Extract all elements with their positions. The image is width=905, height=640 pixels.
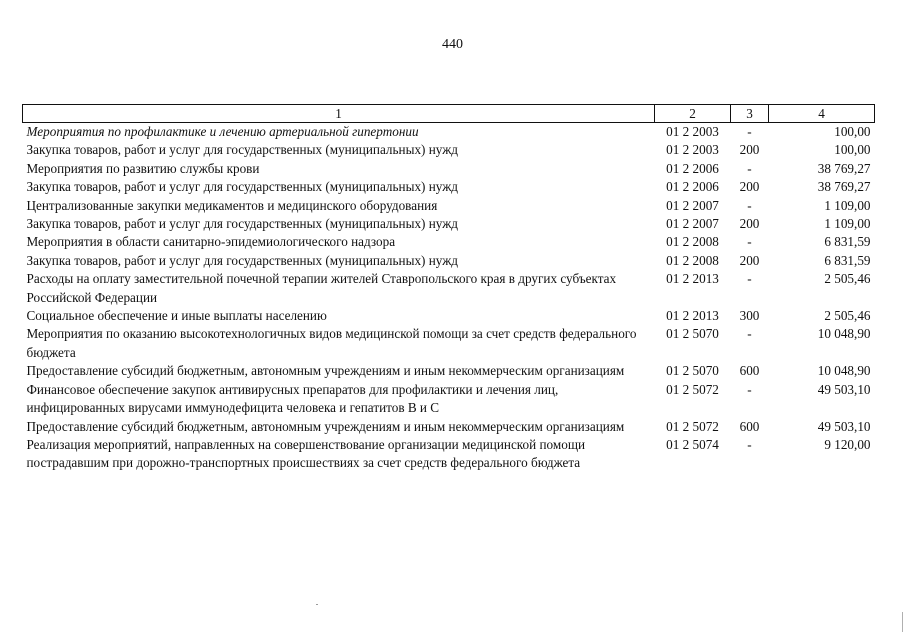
row-type: 200 (739, 142, 760, 158)
row-amount: 1 109,00 (824, 216, 871, 232)
table-row (23, 307, 875, 325)
row-type: 300 (739, 308, 760, 324)
row-amount: 100,00 (834, 142, 871, 158)
row-code: 01 2 2007 (666, 197, 719, 213)
row-name: Закупка товаров, работ и услуг для государственных (муниципальных) нужд (26, 179, 459, 195)
table-header (23, 105, 875, 123)
row-type: - (747, 436, 752, 452)
page-number: 440 (442, 37, 463, 52)
row-name: Предоставление субсидий бюджетным, автономным учреждениям и иным некоммерческим организациям (26, 363, 625, 379)
row-type: - (747, 160, 752, 176)
row-amount: 2 505,46 (824, 308, 871, 324)
row-code: 01 2 2013 (666, 271, 719, 287)
scan-speck (316, 604, 318, 605)
row-type: 200 (739, 216, 760, 232)
row-name: Финансовое обеспечение закупок антивирусных препаратов для профилактики и лечения лиц, инфицированных вирусами иммунодефицита человека и гепатитов В и С (26, 381, 559, 416)
header-col-type: 3 (731, 105, 769, 123)
row-amount: 1 109,00 (824, 197, 871, 213)
row-type: - (747, 326, 752, 342)
row-name: Мероприятия по профилактике и лечению артериальной гипертонии (26, 124, 419, 139)
row-code: 01 2 2008 (666, 252, 719, 268)
row-code: 01 2 5072 (666, 381, 719, 397)
header-row (23, 105, 875, 123)
table-row (23, 270, 875, 307)
row-type: 600 (739, 418, 760, 434)
row-code: 01 2 2003 (666, 142, 719, 158)
header-col-code: 2 (655, 105, 731, 123)
row-code: 01 2 2006 (666, 160, 719, 176)
row-name: Мероприятия по развитию службы крови (26, 160, 260, 176)
row-name: Мероприятия по оказанию высокотехнологичных видов медицинской помощи за счет средств федерального бюджета (26, 326, 637, 360)
row-name: Закупка товаров, работ и услуг для государственных (муниципальных) нужд (26, 252, 459, 268)
row-amount: 6 831,59 (824, 252, 871, 268)
row-type: 200 (739, 252, 760, 268)
row-amount: 10 048,90 (817, 363, 871, 379)
row-type: - (747, 124, 752, 139)
row-code: 01 2 5070 (666, 326, 719, 342)
row-name: Закупка товаров, работ и услуг для государственных (муниципальных) нужд (26, 216, 459, 232)
table-row (23, 381, 875, 418)
row-type: 200 (739, 179, 760, 195)
row-name: Расходы на оплату заместительной почечной терапии жителей Ставропольского края в других субъектах Российской Федерации (26, 271, 617, 305)
row-amount: 49 503,10 (817, 381, 871, 397)
row-code: 01 2 5070 (666, 363, 719, 379)
table-row (23, 197, 875, 215)
row-code: 01 2 2006 (666, 179, 719, 195)
row-name: Закупка товаров, работ и услуг для государственных (муниципальных) нужд (26, 142, 459, 158)
table-body (23, 123, 875, 473)
row-name: Социальное обеспечение и иные выплаты населению (26, 308, 327, 324)
row-name: Предоставление субсидий бюджетным, автономным учреждениям и иным некоммерческим организациям (26, 418, 625, 434)
row-code: 01 2 2007 (666, 216, 719, 232)
table-row (23, 252, 875, 270)
row-name: Централизованные закупки медикаментов и медицинского оборудования (26, 197, 438, 213)
scan-edge-mark (902, 612, 903, 632)
row-type: - (747, 197, 752, 213)
row-amount: 9 120,00 (824, 436, 871, 452)
row-name: Мероприятия в области санитарно-эпидемиологического надзора (26, 234, 396, 250)
row-code: 01 2 2003 (666, 124, 719, 139)
table-row (23, 215, 875, 233)
row-amount: 6 831,59 (824, 234, 871, 250)
header-col-amount: 4 (769, 105, 875, 123)
row-amount: 38 769,27 (817, 160, 871, 176)
row-amount: 100,00 (834, 124, 871, 139)
row-type: - (747, 381, 752, 397)
row-amount: 10 048,90 (817, 326, 871, 342)
row-amount: 38 769,27 (817, 179, 871, 195)
row-code: 01 2 2008 (666, 234, 719, 250)
row-code: 01 2 2013 (666, 308, 719, 324)
row-type: - (747, 271, 752, 287)
budget-table (22, 104, 875, 473)
table-row (23, 178, 875, 196)
table-row (23, 160, 875, 178)
table-row (23, 436, 875, 473)
table-row (23, 418, 875, 436)
table-row (23, 362, 875, 380)
row-type: - (747, 234, 752, 250)
row-name: Реализация мероприятий, направленных на совершенствование организации медицинской помощи пострадавшим при дорожно-транспортных происшествиях за счет средств федерального бюджета (26, 436, 586, 471)
table-row (23, 123, 875, 142)
row-amount: 49 503,10 (817, 418, 871, 434)
table-row (23, 233, 875, 251)
row-amount: 2 505,46 (824, 271, 871, 287)
row-type: 600 (739, 363, 760, 379)
row-code: 01 2 5072 (666, 418, 719, 434)
header-col-name: 1 (23, 105, 655, 123)
table-row (23, 141, 875, 159)
table-row (23, 325, 875, 362)
row-code: 01 2 5074 (666, 436, 719, 452)
